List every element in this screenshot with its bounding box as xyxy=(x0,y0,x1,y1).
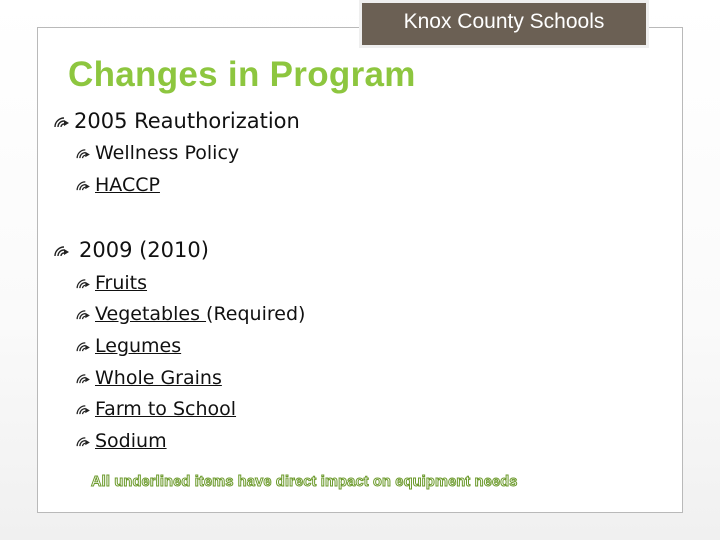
item-label: Legumes xyxy=(95,335,182,357)
section-2005 xyxy=(54,109,300,133)
list-item-sodium xyxy=(76,430,167,452)
section-label: 2005 Reauthorization xyxy=(74,109,300,133)
item-label: Vegetables xyxy=(95,303,207,325)
item-label: Sodium xyxy=(95,430,167,452)
section-label: 2009 (2010) xyxy=(79,238,209,262)
bullet-icon xyxy=(54,238,70,262)
bullet-icon xyxy=(76,142,91,164)
list-item-fruits xyxy=(76,272,147,294)
bullet-icon xyxy=(76,174,91,196)
item-suffix: (Required) xyxy=(206,303,306,325)
item-label: Fruits xyxy=(95,272,148,294)
footnote: All underlined items have direct impact on equipment needs xyxy=(91,474,518,490)
bullet-icon xyxy=(76,303,91,325)
bullet-icon xyxy=(76,398,91,420)
list-item-whole-grains xyxy=(76,367,222,389)
list-item-vegetables xyxy=(76,303,305,325)
list-item-haccp xyxy=(76,174,160,196)
org-badge xyxy=(359,0,649,48)
bullet-icon xyxy=(54,109,70,133)
item-label: Wellness Policy xyxy=(95,142,240,164)
section-2009 xyxy=(54,238,209,262)
item-label: Whole Grains xyxy=(95,367,222,389)
slide-title: Changes in Program xyxy=(68,55,416,94)
bullet-icon xyxy=(76,367,91,389)
list-item-legumes xyxy=(76,335,181,357)
item-label: HACCP xyxy=(95,174,160,196)
list-item-farm-to-school xyxy=(76,398,236,420)
bullet-icon xyxy=(76,272,91,294)
item-label: Farm to School xyxy=(95,398,237,420)
bullet-icon xyxy=(76,430,91,452)
list-item-wellness-policy xyxy=(76,142,239,164)
org-name: Knox County Schools xyxy=(362,3,646,45)
bullet-icon xyxy=(76,335,91,357)
